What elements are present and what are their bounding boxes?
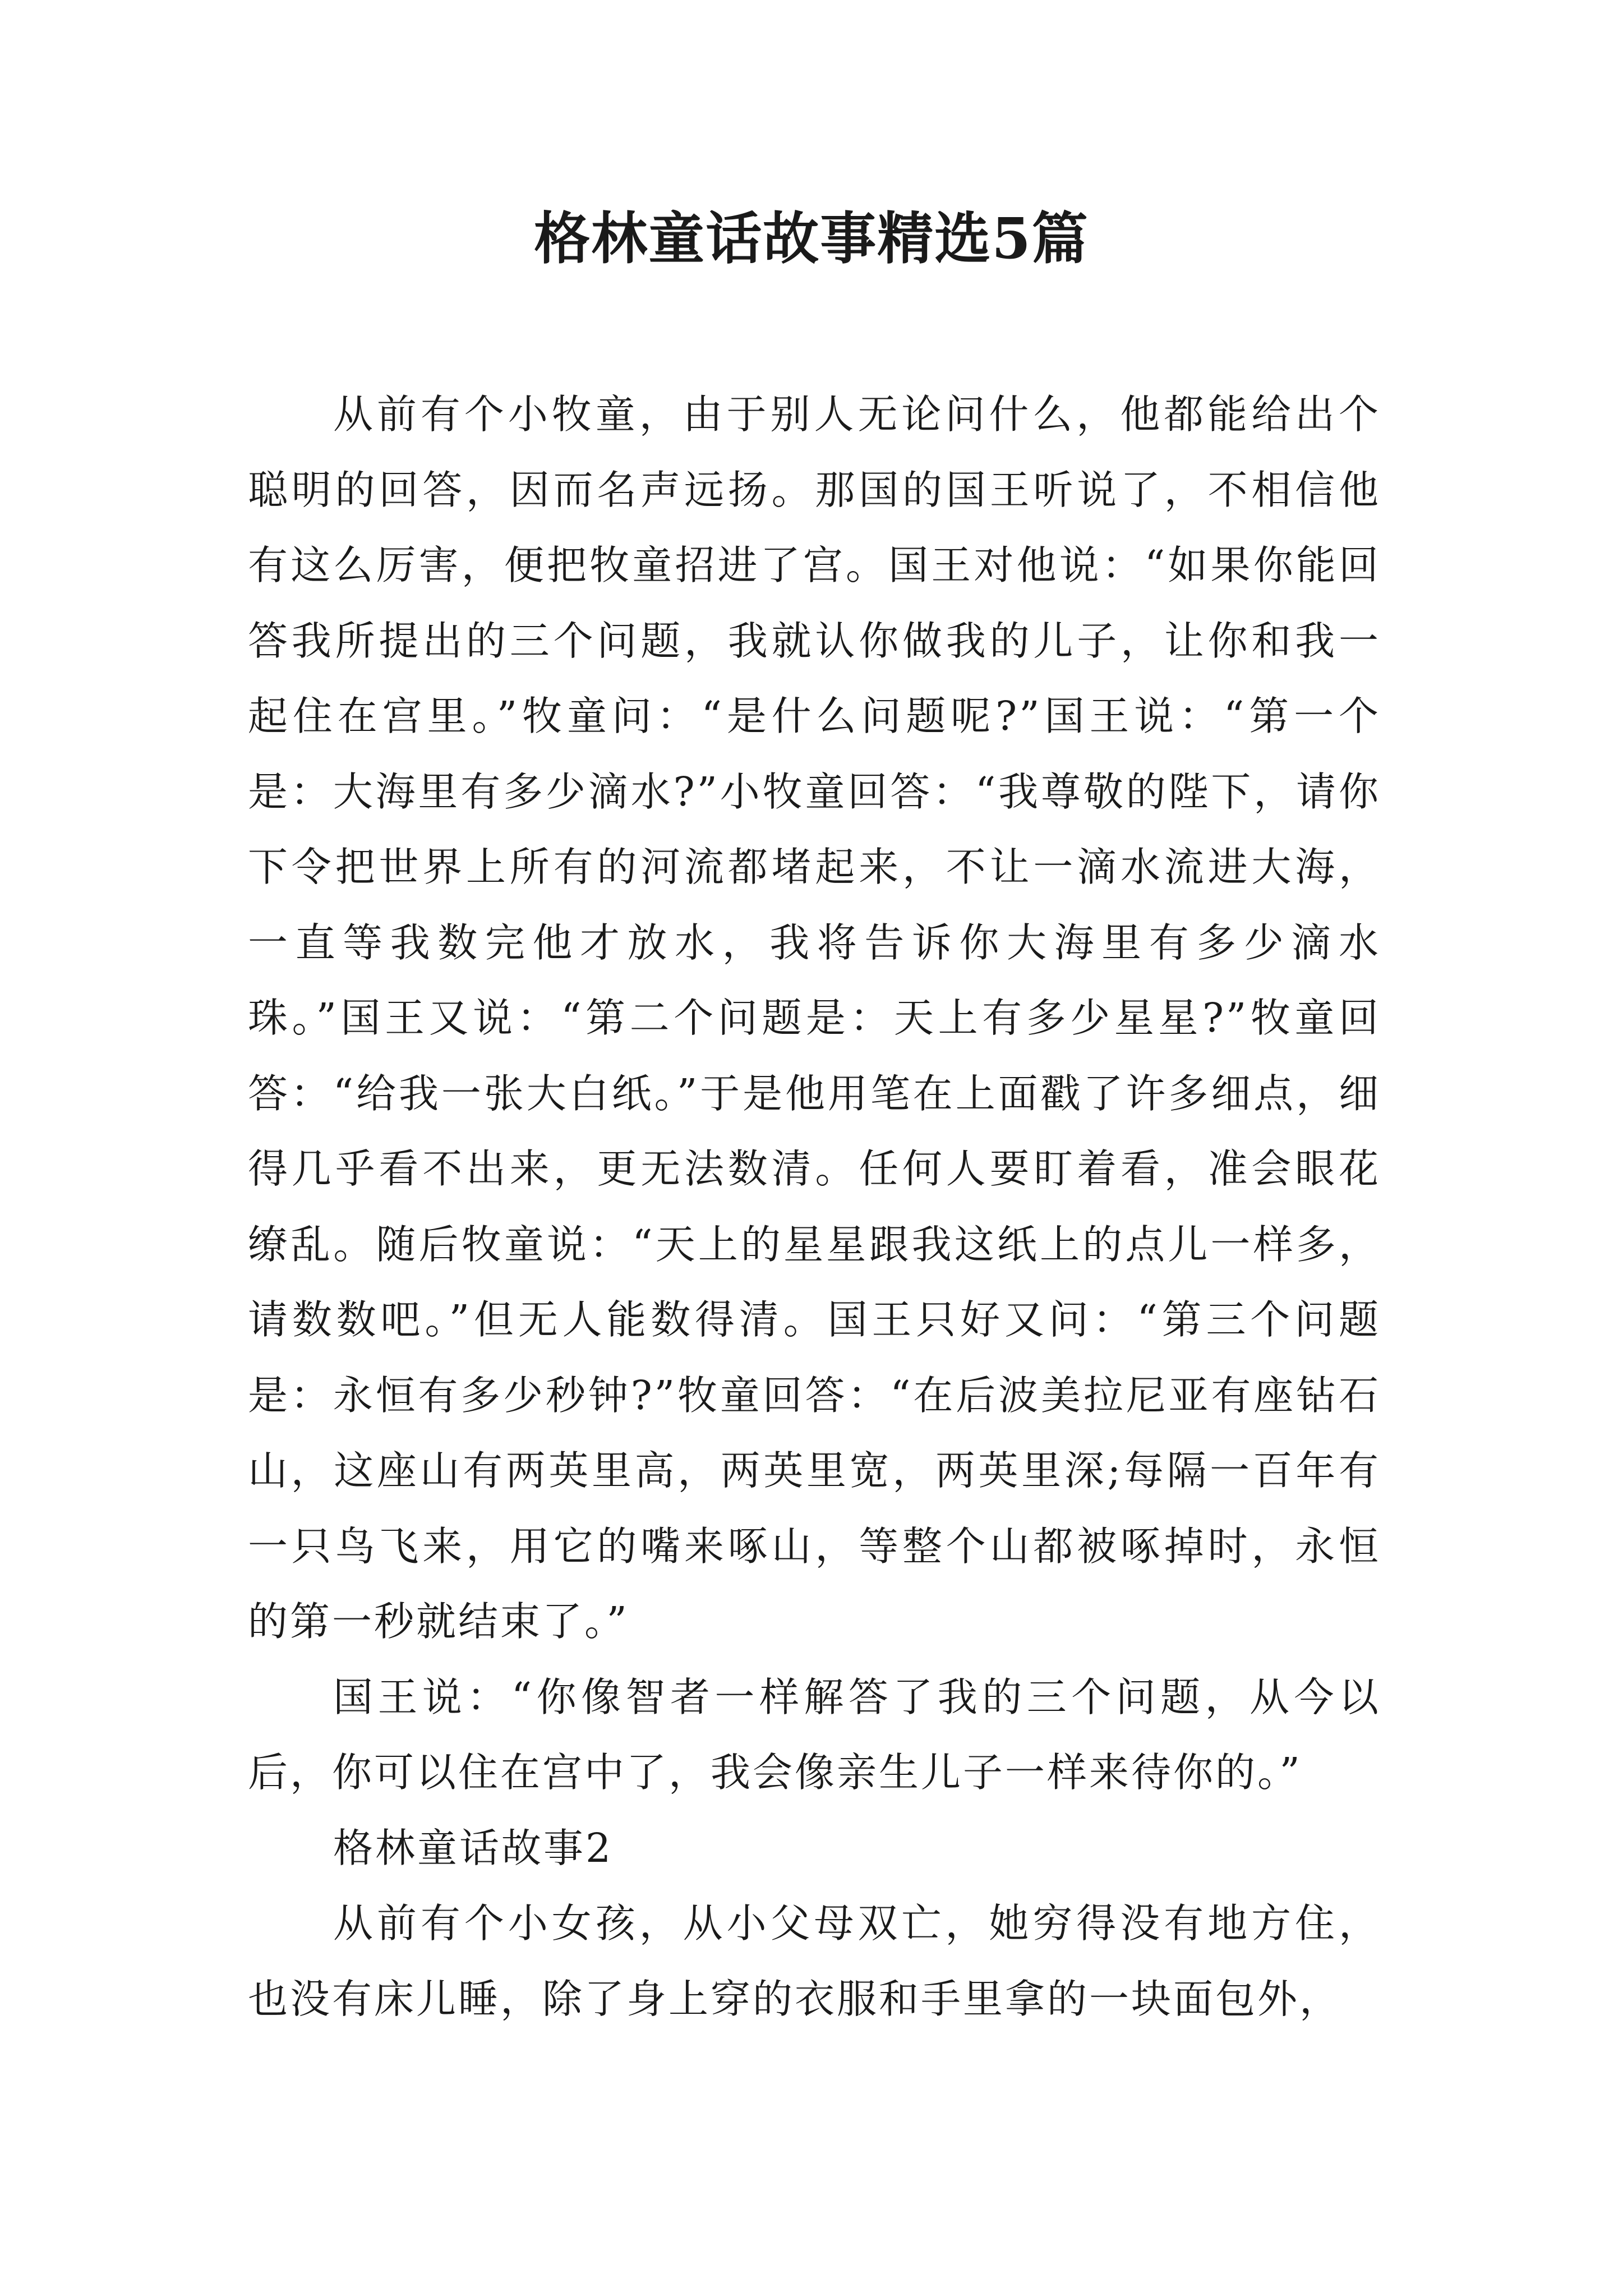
paragraph-shepherd-boy-story: 从前有个小牧童，由于别人无论问什么，他都能给出个聪明的回答，因而名声远扬。那国的国王听说了，不相信他有这么厉害，便把牧童招进了宫。国王对他说：“如果你能回答我所提出的三个问题，我就认你做我的儿子，让你和我一起住在宫里。”牧童问：“是什么问题呢?”国王说：“第一个是：大海里有多少滴水?”小牧童回答：“我尊敬的陛下，请你下令把世界上所有的河流都堵起来，不让一滴水流进大海，一直等我数完他才放水，我将告诉你大海里有多少滴水珠。”国王又说：“第二个问题是：天上有多少星星?”牧童回答：“给我一张大白纸。”于是他用笔在上面戳了许多细点，细得几乎看不出来，更无法数清。任何人要盯着看，准会眼花缭乱。随后牧童说：“天上的星星跟我这纸上的点儿一样多，请数数吧。”但无人能数得清。国王只好又问：“第三个问题是：永恒有多少秒钟?”牧童回答：“在后波美拉尼亚有座钻石山，这座山有两英里高，两英里宽，两英里深;每隔一百年有一只鸟飞来，用它的嘴来啄山，等整个山都被啄掉时，永恒的第一秒就结束了。”: [248, 391, 1381, 1645]
document-title: 格林童话故事精选5篇: [534, 205, 1089, 272]
paragraph-little-girl-story: 从前有个小女孩，从小父母双亡，她穷得没有地方住，也没有床儿睡，除了身上穿的衣服和手里拿的一块面包外，: [248, 1900, 1381, 2022]
section-heading-story-2: 格林童话故事2: [333, 1824, 614, 1871]
document-body: [248, 377, 1381, 2037]
paragraph-king-reply: 国王说：“你像智者一样解答了我的三个问题，从今以后，你可以住在宫中了，我会像亲生儿子一样来待你的。”: [248, 1673, 1381, 1796]
